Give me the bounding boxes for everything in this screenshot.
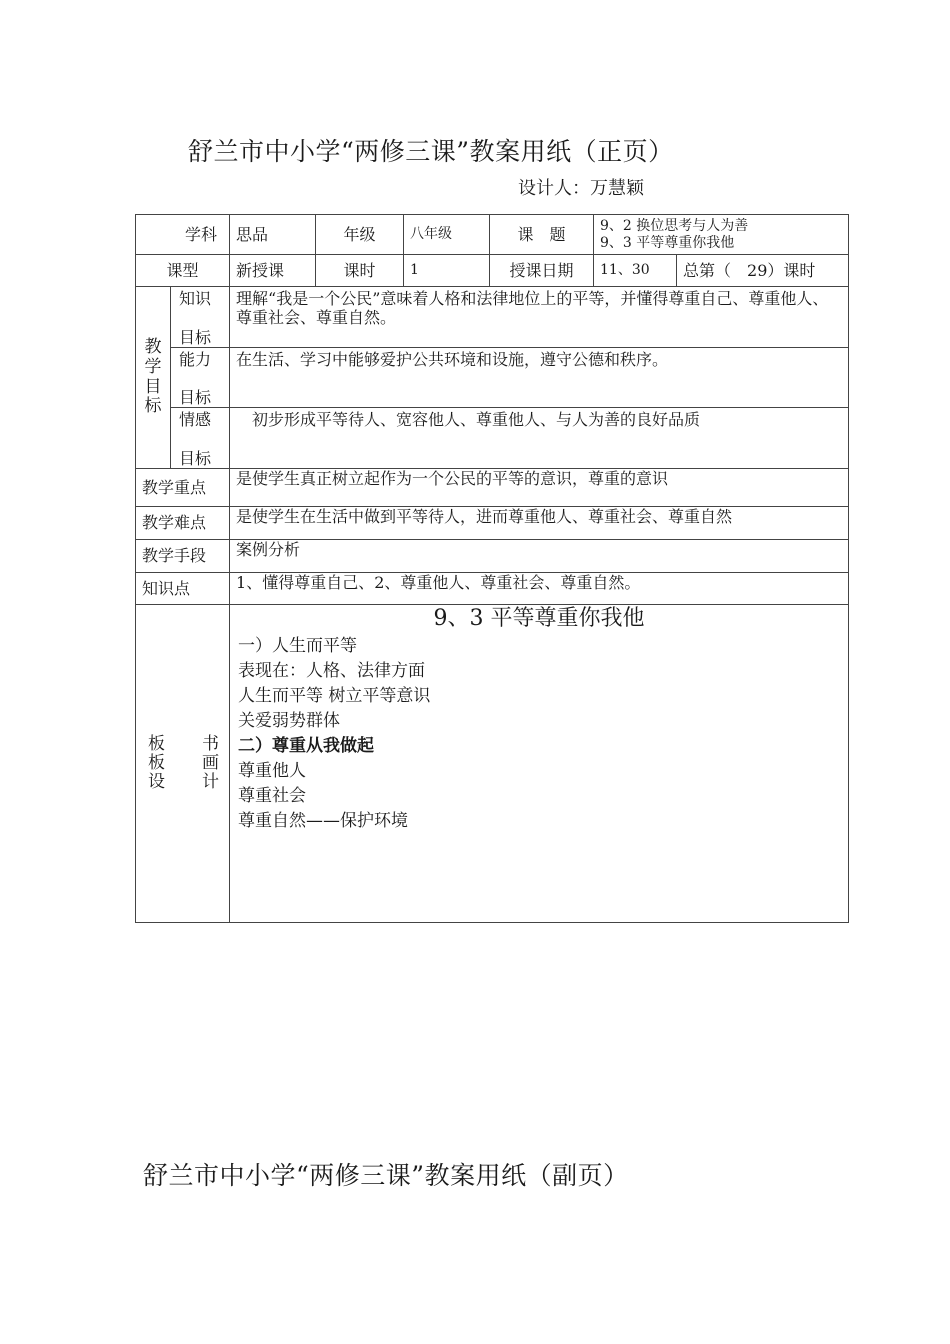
board-title: 9、3 平等尊重你我他 xyxy=(433,606,645,631)
difficulty-label: 教学难点 xyxy=(136,507,230,540)
board-line: 尊重他人 xyxy=(238,760,307,781)
goal-knowledge-text: 理解“我是一个公民”意味着人格和法律地位上的平等，并懂得尊重自己、尊重他人、尊重社会、尊重自然。 xyxy=(230,287,849,348)
table-row-means xyxy=(136,540,849,573)
key-point-text: 是使学生真正树立起作为一个公民的平等的意识，尊重的意识 xyxy=(230,469,849,507)
table-row-subject xyxy=(136,215,849,255)
means-label: 教学手段 xyxy=(136,540,230,573)
type-label: 课型 xyxy=(136,255,230,287)
designer-name: 设计人：万慧颖 xyxy=(518,178,644,199)
board-line-heading: 二）尊重从我做起 xyxy=(238,735,375,756)
topic-label: 课 题 xyxy=(490,215,594,255)
goal-label-top: 能力 xyxy=(179,350,212,369)
goal-label-top: 情感 xyxy=(179,410,212,429)
board-line: 尊重社会 xyxy=(238,785,307,806)
goals-label-char: 目 xyxy=(144,376,162,397)
goal-label-bottom: 目标 xyxy=(179,448,212,468)
table-row-type xyxy=(136,255,849,287)
board-line: 表现在：人格、法律方面 xyxy=(238,660,426,681)
table-row-knowledge xyxy=(136,573,849,605)
date-value: 11、30 xyxy=(594,255,677,287)
table-row-difficulty xyxy=(136,507,849,540)
topic-line-2: 9、3 平等尊重你我他 xyxy=(600,234,735,251)
knowledge-label: 知识点 xyxy=(136,573,230,605)
lesson-plan-table xyxy=(135,214,849,923)
table-row-key-point xyxy=(136,469,849,507)
board-label-char: 画 xyxy=(202,753,220,774)
table-row-goal-emotion xyxy=(136,408,849,469)
page-title: 舒兰市中小学“两修三课”教案用纸（正页） xyxy=(188,137,674,166)
board-label-char: 计 xyxy=(202,771,220,792)
board-label-char: 书 xyxy=(202,734,220,755)
difficulty-text: 是使学生在生活中做到平等待人，进而尊重他人、尊重社会、尊重自然 xyxy=(230,507,849,540)
goals-label xyxy=(136,287,171,469)
goal-label-top: 知识 xyxy=(179,289,212,308)
goal-knowledge-label xyxy=(171,287,230,348)
board-content xyxy=(230,605,849,923)
table-row-goal-knowledge xyxy=(136,287,849,348)
goal-emotion-label xyxy=(171,408,230,469)
secondary-page-title: 舒兰市中小学“两修三课”教案用纸（副页） xyxy=(143,1161,629,1190)
board-line: 一）人生而平等 xyxy=(238,635,358,656)
total-period: 总第（ 29）课时 xyxy=(677,255,849,287)
goals-label-char: 标 xyxy=(144,396,162,417)
goal-emotion-text: 初步形成平等待人、宽容他人、尊重他人、与人为善的良好品质 xyxy=(230,408,849,469)
board-label-char: 板 xyxy=(148,753,165,774)
subject-label: 学科 xyxy=(136,215,230,255)
period-label: 课时 xyxy=(316,255,404,287)
table-row-goal-ability xyxy=(136,348,849,408)
knowledge-text: 1、懂得尊重自己、2、尊重他人、尊重社会、尊重自然。 xyxy=(230,573,849,605)
topic-line-1: 9、2 换位思考与人为善 xyxy=(600,218,749,235)
table-row-board xyxy=(136,605,849,923)
goal-ability-label xyxy=(171,348,230,408)
subject-value: 思品 xyxy=(230,215,316,255)
grade-label: 年级 xyxy=(316,215,404,255)
board-label xyxy=(136,605,230,923)
board-label-char: 板 xyxy=(148,734,165,755)
goals-label-char: 学 xyxy=(144,356,162,377)
goal-ability-text: 在生活、学习中能够爱护公共环境和设施，遵守公德和秩序。 xyxy=(230,348,849,408)
goal-label-bottom: 目标 xyxy=(179,387,212,407)
key-point-label: 教学重点 xyxy=(136,469,230,507)
date-label: 授课日期 xyxy=(490,255,594,287)
period-value: 1 xyxy=(404,255,490,287)
board-line: 人生而平等 树立平等意识 xyxy=(238,685,431,706)
board-label-char: 设 xyxy=(148,771,165,792)
topic-value xyxy=(594,215,849,255)
board-line: 关爱弱势群体 xyxy=(238,710,341,731)
type-value: 新授课 xyxy=(230,255,316,287)
board-line: 尊重自然——保护环境 xyxy=(238,810,409,831)
means-text: 案例分析 xyxy=(230,540,849,573)
grade-value: 八年级 xyxy=(404,215,490,255)
goals-label-char: 教 xyxy=(144,337,162,358)
goal-label-bottom: 目标 xyxy=(179,327,212,347)
